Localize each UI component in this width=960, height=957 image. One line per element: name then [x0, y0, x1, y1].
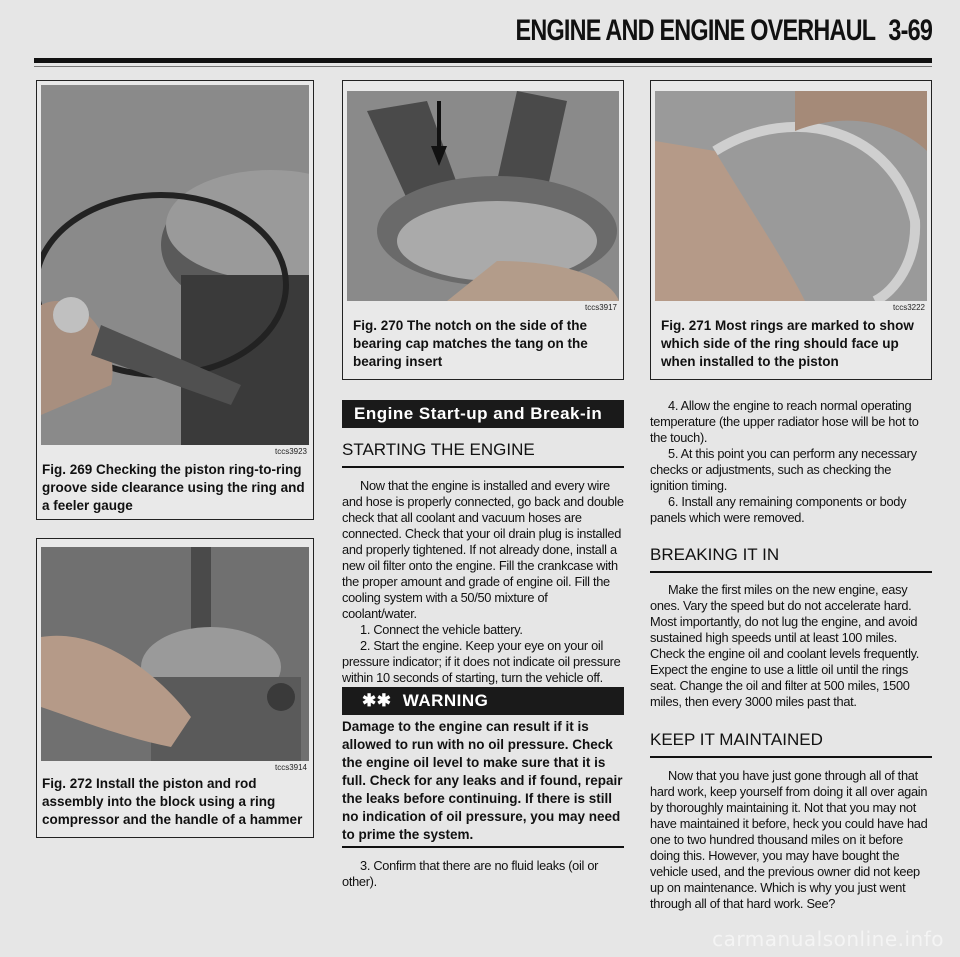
warning-banner: [342, 687, 624, 715]
breaking-body: [650, 582, 932, 710]
step-6: 6. Install any remaining components or body panels which were removed.: [650, 494, 907, 525]
figure-269-photo: [41, 85, 309, 445]
figure-269-caption: Fig. 269 Checking the piston ring-to-ring groove side clearance using the ring and a feeler gauge: [42, 462, 305, 513]
figure-271-code: tccs3222: [892, 303, 925, 312]
figure-270-caption: Fig. 270 The notch on the side of the bearing cap matches the tang on the bearing insert: [353, 318, 588, 369]
figure-270-photo: [347, 91, 619, 301]
warning-text: Damage to the engine can result if it is allowed to run with no oil pressure. Check the engine oil level to make sure that it is full. Check for any leaks and if found, repair the leaks before continuing. If there is still no indication of oil pressure, you may need to prime the system.: [342, 719, 623, 842]
step-4: 4. Allow the engine to reach normal operating temperature (the upper radiator hose will be hot to the touch).: [650, 398, 919, 445]
breaking-heading-rule: [650, 571, 932, 573]
step-2: 2. Start the engine. Keep your eye on your oil pressure indicator; if it does not indicate oil pressure within 10 seconds of starting, turn the vehicle off.: [342, 638, 621, 685]
starting-heading: STARTING THE ENGINE: [342, 440, 535, 459]
figure-271-caption: Fig. 271 Most rings are marked to show which side of the ring should face up when installed to the piston: [661, 318, 914, 369]
starting-intro: Now that the engine is installed and every wire and hose is properly connected, go back and double check that all coolant and vacuum hoses are connected. Check that your oil drain plug is installed and properly tightened. If not already done, install a new oil filter onto the engine. Fill the crankcase with the proper amount and grade of engine oil. Fill the cooling system with a 50/50 mixture of coolant/water.: [342, 478, 624, 621]
starting-heading-rule: [342, 466, 624, 468]
step-1: 1. Connect the vehicle battery.: [360, 622, 523, 637]
maintain-heading: KEEP IT MAINTAINED: [650, 730, 823, 749]
header-rule-thick: [34, 58, 932, 63]
steps-4-6: [650, 398, 932, 526]
page-number: 3-69: [888, 14, 932, 47]
figure-272-code: tccs3914: [274, 763, 307, 772]
step-5: 5. At this point you can perform any necessary checks or adjustments, such as checking the ignition timing.: [650, 446, 917, 493]
figure-269: [36, 80, 314, 520]
watermark: carmanualsonline.info: [712, 927, 944, 951]
figure-271: [650, 80, 932, 380]
breaking-text: Make the first miles on the new engine, easy ones. Vary the speed but do not accelerate hard. Most importantly, do not lug the engine, and avoid sustained high speeds until at least 100 miles. Check the engine oil and coolant levels frequently. Expect the engine to use a little oil until the rings seat. Change the oil and filter at 500 miles, 1500 miles, then every 3000 miles past that.: [650, 582, 920, 709]
figure-271-photo: [655, 91, 927, 301]
maintain-text: Now that you have just gone through all of that hard work, keep yourself from doing it all over again by thoroughly maintaining it. Not that you may not have maintained it before, heck you could have had one to two hundred thousand miles on it before doing this. However, you may have bought the vehicle used, and the previous owner did not keep up on maintenance. Which is why you just went through all of that hard work. See?: [650, 768, 928, 911]
figure-272-caption: Fig. 272 Install the piston and rod assembly into the block using a ring compressor and the handle of a hammer: [42, 776, 303, 827]
figure-272-photo: [41, 547, 309, 761]
warning-label: WARNING: [402, 691, 489, 710]
figure-269-code: tccs3923: [274, 447, 307, 456]
figure-270-code: tccs3917: [584, 303, 617, 312]
step-3-container: [342, 858, 624, 890]
warning-stars-icon: ✱✱: [362, 691, 392, 710]
figure-270: [342, 80, 624, 380]
starting-body: [342, 478, 624, 686]
chapter-title: ENGINE AND ENGINE OVERHAUL: [515, 14, 875, 47]
maintain-body: [650, 768, 932, 912]
header-rule-thin: [34, 66, 932, 67]
step-3: 3. Confirm that there are no fluid leaks (oil or other).: [342, 858, 599, 889]
warning-rule: [342, 846, 624, 848]
maintain-heading-rule: [650, 756, 932, 758]
page-header: [0, 0, 960, 60]
page-title: [515, 14, 932, 48]
figure-272: [36, 538, 314, 838]
breaking-heading: BREAKING IT IN: [650, 545, 780, 564]
section-banner: Engine Start-up and Break-in: [342, 400, 624, 428]
